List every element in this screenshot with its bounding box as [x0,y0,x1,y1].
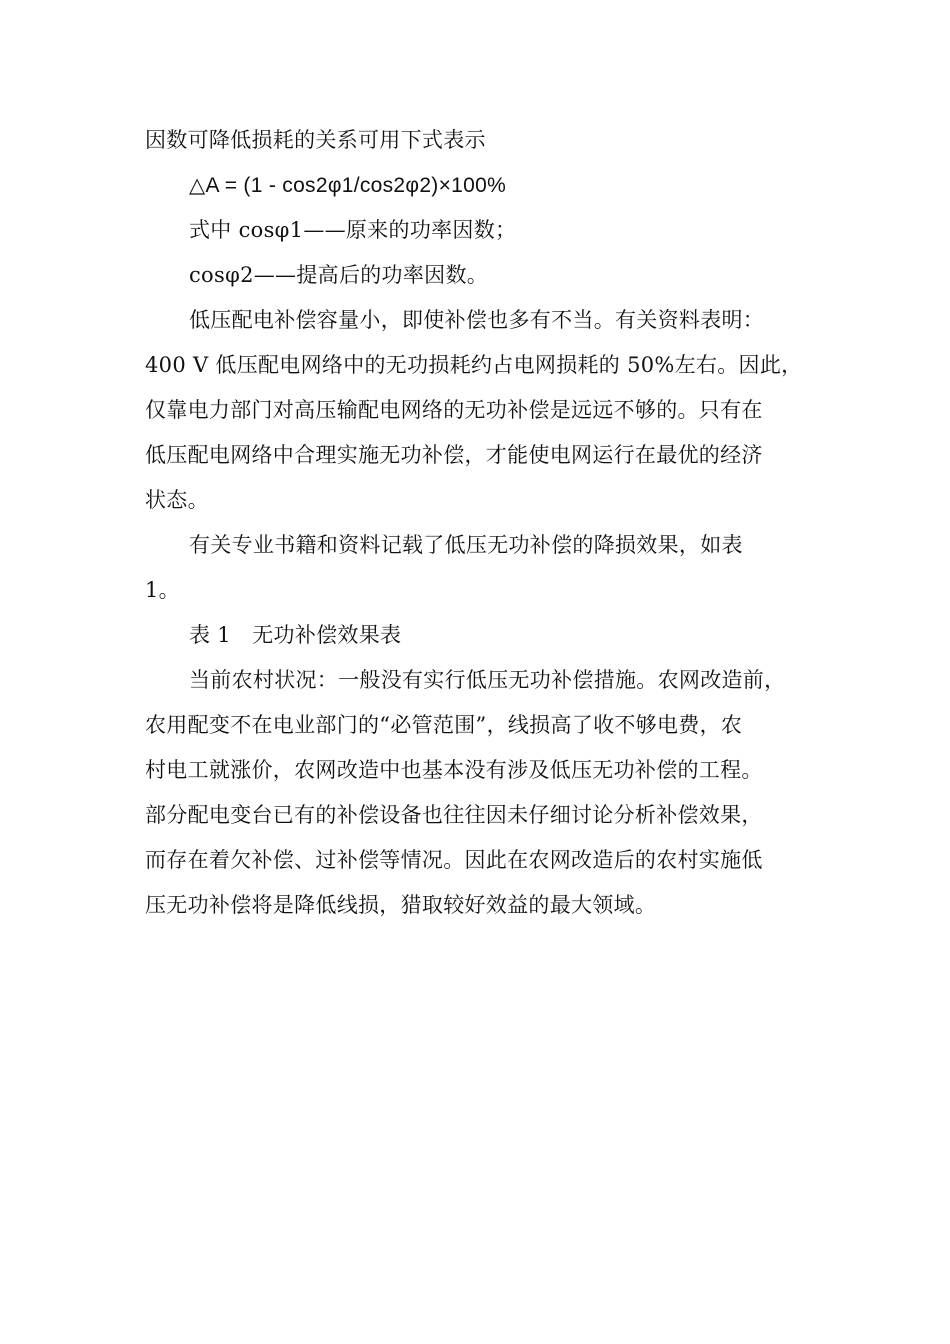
text-line: 1。 [145,578,180,602]
formula-line: △A = (1 - cos2φ1/cos2φ2)×100% [189,174,507,197]
text-line: 低压配电补偿容量小，即使补偿也多有不当。有关资料表明： [189,308,765,332]
text-line: 400 V 低压配电网络中的无功损耗约占电网损耗的 50%左右。因此， [145,353,803,377]
text-line: 因数可降低损耗的关系可用下式表示 [145,128,486,152]
text-line: 部分配电变台已有的补偿设备也往往因未仔细讨论分析补偿效果， [145,803,763,827]
text-line: 有关专业书籍和资料记载了低压无功补偿的降损效果，如表 [189,533,743,557]
document-body [145,118,817,928]
text-line: 式中 cosφ1——原来的功率因数； [189,218,517,242]
text-line: 低压配电网络中合理实施无功补偿，才能使电网运行在最优的经济 [145,443,763,467]
text-line: 状态。 [145,488,209,512]
text-line: cosφ2——提高后的功率因数。 [189,263,489,287]
table-caption: 表 1 无功补偿效果表 [189,623,402,647]
text-line: 而存在着欠补偿、过补偿等情况。因此在农网改造后的农村实施低 [145,848,763,872]
text-line: 当前农村状况：一般没有实行低压无功补偿措施。农网改造前， [189,668,786,692]
text-line: 仅靠电力部门对高压输配电网络的无功补偿是远远不够的。只有在 [145,398,763,422]
text-line: 农用配变不在电业部门的“必管范围”，线损高了收不够电费，农 [145,713,743,737]
text-line: 村电工就涨价，农网改造中也基本没有涉及低压无功补偿的工程。 [145,758,763,782]
text-line: 压无功补偿将是降低线损，猎取较好效益的最大领域。 [145,893,657,917]
